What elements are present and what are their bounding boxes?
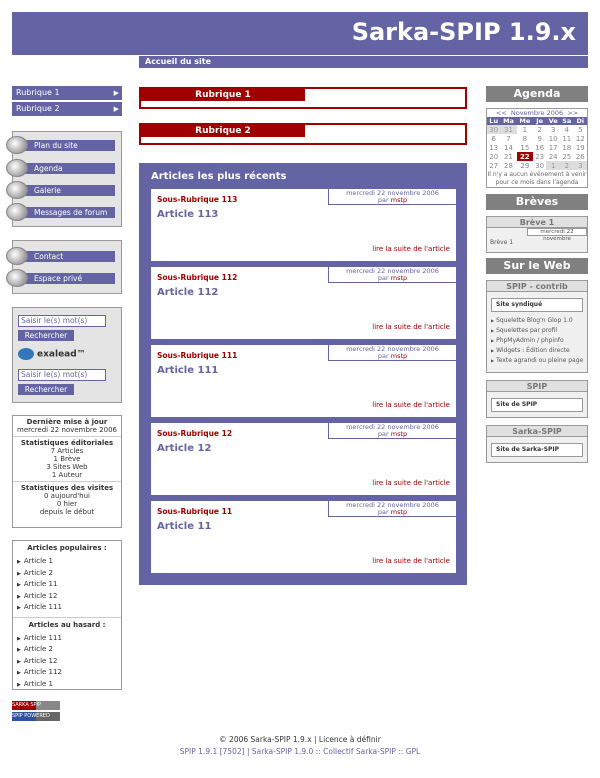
article-date: mercredi 22 novembre 2006 par mstp [328,501,456,517]
gear-icon [6,269,28,287]
web-header[interactable]: Sur le Web [486,258,588,274]
rubrique-title: Rubrique 1 [141,89,305,101]
sidebar-item-label: Rubrique 1 [16,88,60,97]
menu-contact[interactable]: Contact [22,251,115,262]
article-subrubrique[interactable]: Sous-Rubrique 112 [157,273,238,282]
random-title: Articles au hasard : [28,620,106,629]
article-title[interactable]: Article 111 [157,365,219,376]
editorial-stats-section: Statistiques éditoriales 7 Articles 1 Brève 3 Sites Web 1 Auteur [13,437,121,482]
recent-articles-panel [139,163,467,585]
search-button[interactable]: Rechercher [18,330,74,341]
list-item[interactable]: ▶ Article 2 [13,568,121,580]
article-title[interactable]: Article 112 [157,287,219,298]
site-title[interactable]: Sarka-SPIP 1.9.x [351,18,576,46]
article-date: mercredi 22 novembre 2006 par mstp [328,267,456,283]
breve-box [486,216,588,253]
next-month-link[interactable]: >> [567,109,579,117]
web-link[interactable]: ▶ Squelette Blog'n Glop 1.0 [487,316,587,326]
article-title[interactable]: Article 11 [157,521,212,532]
recent-title: Articles les plus récents [151,171,287,182]
agenda-calendar [486,108,588,188]
search-input[interactable]: Saisir le(s) mot(s) [18,315,106,327]
article-date: mercredi 22 novembre 2006 par mstp [328,423,456,439]
read-more-link[interactable]: lire la suite de l'article [372,557,450,565]
list-item[interactable]: ▶ Article 112 [13,667,121,679]
calendar-month: Novembre 2006 [510,109,564,117]
exalead-logo: exalead™ [18,348,86,360]
web-box-title[interactable]: Sarka-SPIP [487,426,587,437]
read-more-link[interactable]: lire la suite de l'article [372,245,450,253]
exalead-search-input[interactable]: Saisir le(s) mot(s) [18,369,106,381]
article-title[interactable]: Article 113 [157,209,219,220]
article-card [151,345,456,417]
web-link[interactable]: ▶ Squelettes par profil [487,326,587,336]
gallery-icon [6,181,28,199]
menu-messages-forum[interactable]: Messages de forum [22,207,115,218]
list-item[interactable]: ▶ Article 111 [13,602,121,614]
web-box-spip [486,380,588,418]
footer-copyright: © 2006 Sarka-SPIP 1.9.x | Licence à définir [219,735,381,744]
article-subrubrique[interactable]: Sous-Rubrique 12 [157,429,233,438]
breve-date: mercredi 22 novembre [527,228,587,236]
spip-powered-badge[interactable]: SPIP POWERED [12,712,60,721]
article-card [151,189,456,261]
exalead-icon [18,348,34,360]
web-box-spip-contrib [486,280,588,373]
rubrique-block-1[interactable] [139,87,467,109]
stats-box [12,415,122,528]
article-title[interactable]: Article 12 [157,443,212,454]
list-item[interactable]: ▶ Article 11 [13,579,121,591]
agenda-header[interactable]: Agenda [486,86,588,102]
sidebar-item-rubrique-2[interactable] [12,102,122,116]
article-card [151,501,456,573]
read-more-link[interactable]: lire la suite de l'article [372,479,450,487]
article-subrubrique[interactable]: Sous-Rubrique 11 [157,507,233,516]
read-more-link[interactable]: lire la suite de l'article [372,401,450,409]
secondary-menu-box [12,240,122,294]
calendar-icon [6,159,28,177]
article-subrubrique[interactable]: Sous-Rubrique 113 [157,195,238,204]
list-item[interactable]: ▶ Article 111 [13,633,121,645]
breve-title[interactable]: Brève 1 [487,217,587,228]
web-box-sarka [486,425,588,463]
chevron-right-icon: ▶ [113,89,119,97]
list-item[interactable]: ▶ Article 12 [13,656,121,668]
agenda-note: Il n'y a aucun événement à venir pour ce mois dans l'agenda [487,171,587,186]
exalead-search-button[interactable]: Rechercher [18,384,74,395]
web-link[interactable]: ▶ Texte agrandi ou pleine page [487,356,587,366]
site-banner [12,12,588,55]
menu-espace-prive[interactable]: Espace privé [22,273,115,284]
divider [13,617,121,618]
article-card [151,423,456,495]
rubrique-block-2[interactable] [139,123,467,145]
prev-month-link[interactable]: << [495,109,507,117]
visit-stats-section: Statistiques des visites 0 aujourd'hui 0 hier depuis le début [20,484,114,516]
sidebar-item-rubrique-1[interactable] [12,86,122,100]
spip-site-link[interactable]: Site de SPIP [491,398,583,412]
breves-header[interactable]: Brèves [486,194,588,210]
sidebar-item-label: Rubrique 2 [16,104,60,113]
web-box-title[interactable]: SPIP - contrib [487,281,587,292]
list-item[interactable]: ▶ Article 1 [13,679,121,691]
breve-text[interactable]: Brève 1 [490,239,514,246]
web-link[interactable]: ▶ Widgets : Édition directe [487,346,587,356]
today-cell[interactable]: 22 [517,152,533,161]
forum-icon [6,203,28,221]
web-link[interactable]: ▶ PhpMyAdmin / phpinfo [487,336,587,346]
home-link[interactable]: Accueil du site [145,57,212,66]
rubrique-title: Rubrique 2 [141,125,305,137]
menu-agenda[interactable]: Agenda [22,163,115,174]
menu-plan-du-site[interactable]: Plan du site [22,140,115,151]
contact-icon [6,247,28,265]
list-item[interactable]: ▶ Article 12 [13,591,121,603]
sitemap-icon [6,136,28,154]
sarka-spip-badge[interactable]: SARKA SPIP [12,701,60,710]
web-box-title[interactable]: SPIP [487,381,587,392]
calendar-nav [487,109,587,117]
read-more-link[interactable]: lire la suite de l'article [372,323,450,331]
article-card [151,267,456,339]
calendar-grid: Lu Ma Me Je Ve Sa Di 30 31 1 2 3 4 5 6 7 8 9 10 11 12 13 14 15 16 17 18 19 20 21 22 23 24 25 26 27 28 29 30 1 2 3 [487,117,587,170]
footer-links[interactable]: SPIP 1.9.1 [7502] | Sarka-SPIP 1.9.0 :: Collectif Sarka-SPIP :: GPL [179,747,421,756]
chevron-right-icon: ▶ [113,105,119,113]
list-item[interactable]: ▶ Article 2 [13,644,121,656]
sarka-site-link[interactable]: Site de Sarka-SPIP [491,443,583,457]
article-subrubrique[interactable]: Sous-Rubrique 111 [157,351,238,360]
article-date: mercredi 22 novembre 2006 par mstp [328,345,456,361]
articles-lists-box [12,540,122,690]
menu-galerie[interactable]: Galerie [22,185,115,196]
breadcrumb-bar [139,56,588,68]
syndicated-site-link[interactable]: Site syndiqué [491,298,583,312]
list-item[interactable]: ▶ Article 1 [13,556,121,568]
popular-title: Articles populaires : [27,544,107,552]
last-update-section: Dernière mise à jour mercredi 22 novembre 2006 [13,416,121,437]
article-date: mercredi 22 novembre 2006 par mstp [328,189,456,205]
last-update-date: mercredi 22 novembre 2006 [17,426,117,434]
